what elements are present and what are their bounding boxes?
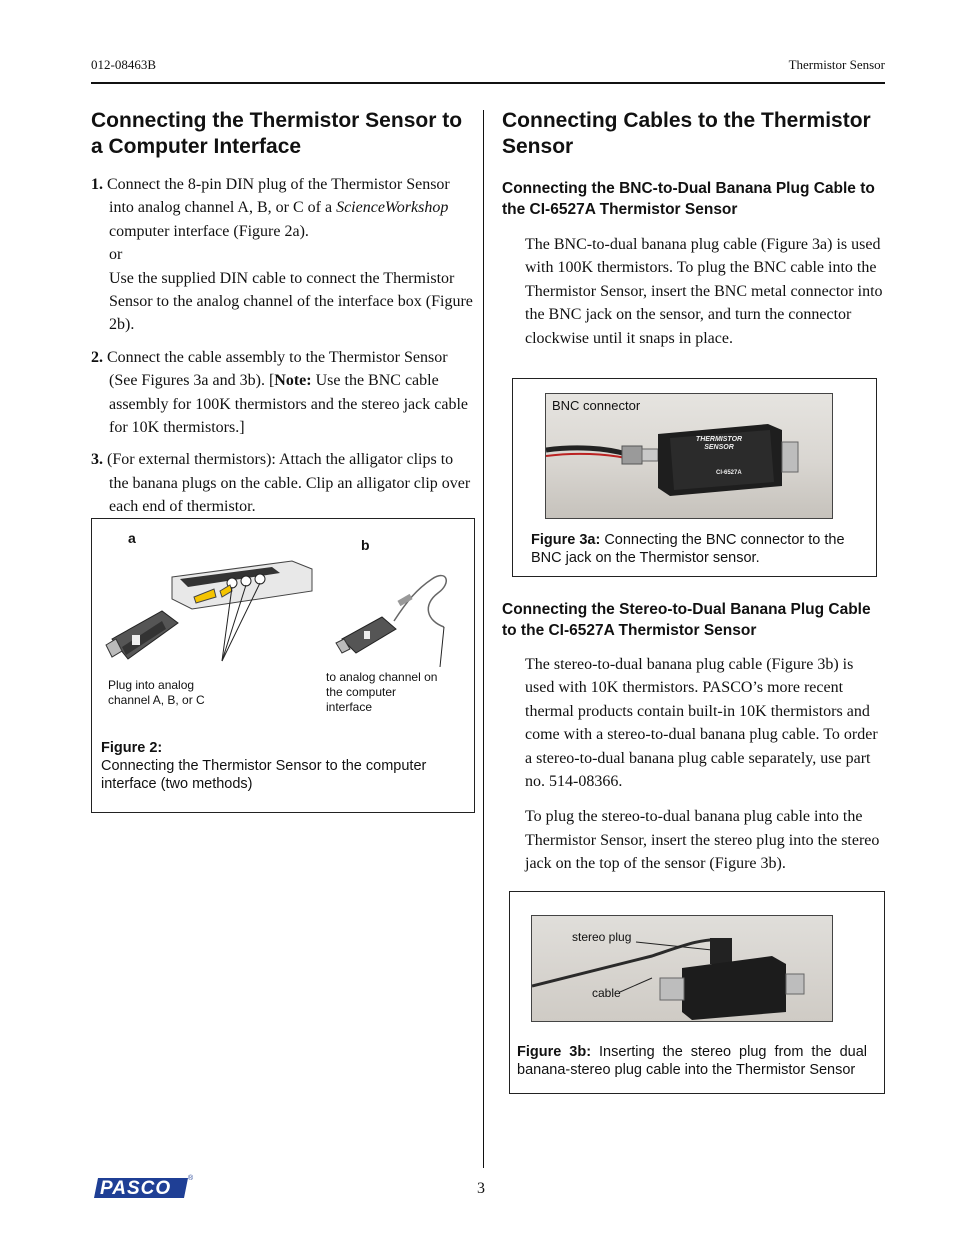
step-text: Connect the cable assembly to the Thermistor Sensor (See Figures 3a and 3b). [ [107,348,448,390]
sensor-line-2: SENSOR [704,444,734,451]
step-text: Connect the 8-pin DIN plug of the Thermistor Sensor into analog channel A, B, or C of a [107,176,450,217]
figure-3b-caption-title: Figure 3b: [517,1044,592,1060]
sensor-line-1: THERMISTOR [695,436,743,443]
steps-list [91,173,475,519]
pasco-logo [92,1177,192,1204]
figure-3b-photo [531,915,833,1022]
figure-3a-photo [545,393,833,519]
doc-title: Thermistor Sensor [788,57,885,72]
section-heading-computer-interface: Connecting the Thermistor Sensor to a Computer Interface [91,109,463,158]
sensor-model: CI-6527A [716,470,742,476]
doc-number: 012-08463B [91,57,156,72]
section-heading-cables: Connecting Cables to the Thermistor Sensor [502,109,871,158]
figure-2-note-b: to analog channel on the computer interface [326,670,438,714]
bnc-connector-label: BNC connector [552,398,641,413]
figure-3b [509,891,885,1094]
figure-2-caption-title: Figure 2: [101,740,163,756]
sensor-label [694,436,744,452]
figure-3a [512,378,877,577]
right-column-lower [502,599,886,885]
step-number: 3. [91,451,103,469]
figure-3b-caption [517,1043,867,1079]
pasco-logo-text: PASCO [100,1178,172,1199]
step-2 [91,346,475,440]
step-number: 1. [91,176,103,193]
paragraph-bnc: The BNC-to-dual banana plug cable (Figure 3a) is used with 100K thermistors. To plug the BNC cable into the Thermistor Sensor, insert the BNC metal connector into the BNC jack on the sensor, and turn the connector clockwise until it snaps in place. [525,236,883,347]
figure-2-caption-text: Connecting the Thermistor Sensor to the computer interface (two methods) [101,758,427,792]
step-text: computer interface (Figure 2a). [109,222,309,240]
figure-3b-caption-text: Inserting the stereo plug from the dual banana-stereo plug cable into the Thermistor Sensor [517,1044,867,1078]
paragraph-stereo-1: The stereo-to-dual banana plug cable (Figure 3b) is used with 10K thermistors. PASCO’s more recent thermal products contain built-in 10K thermistors and come with a stereo-to-dual banana plug cable. To order a stereo-to-dual banana plug cable separately, use part no. 514-08366. [525,656,878,791]
figure-2 [91,518,475,813]
step-text: (For external thermistors): Attach the alligator clips to the banana plugs on the cable. Clip an alligator clip over each end of thermistor. [107,451,471,516]
subheading-bnc: Connecting the BNC-to-Dual Banana Plug Cable to the CI-6527A Thermistor Sensor [502,180,875,218]
subheading-stereo: Connecting the Stereo-to-Dual Banana Plug Cable to the CI-6527A Thermistor Sensor [502,601,871,639]
page-number: 3 [477,1180,485,1197]
stereo-plug-label: stereo plug [572,930,632,944]
figure-2-label-b: b [361,537,370,553]
figure-3a-caption [531,531,861,567]
step-text: Use the supplied DIN cable to connect the Thermistor Sensor to the analog channel of the interface box (Figure 2b). [109,269,473,334]
note-label: Note: [274,372,312,390]
step-3 [91,448,475,518]
cable-label: cable [592,986,621,1000]
figure-3a-caption-text: Connecting the BNC connector to the BNC jack on the Thermistor sensor. [531,532,845,566]
right-column [502,108,886,359]
paragraph-stereo-2: To plug the stereo-to-dual banana plug cable into the Thermistor Sensor, insert the stereo plug into the stereo jack on the top of the sensor (Figure 3b). [525,808,880,873]
header-rule [91,82,885,84]
figure-2-caption [101,739,461,793]
step-text: Use the BNC cable assembly for 100K thermistors and the stereo jack cable for 10K thermistors.] [109,372,468,437]
left-column [91,108,475,528]
step-1 [91,173,475,337]
step-or: or [109,246,123,264]
step-italic: ScienceWorkshop [336,199,449,217]
figure-2-label-a: a [128,530,136,546]
figure-3a-caption-title: Figure 3a: [531,532,601,548]
figure-2-illustration [102,539,462,689]
step-number: 2. [91,348,103,366]
registered-mark: ® [188,1175,194,1182]
figure-2-note-a: Plug into analog channel A, B, or C [108,678,205,707]
column-divider [483,110,484,1168]
